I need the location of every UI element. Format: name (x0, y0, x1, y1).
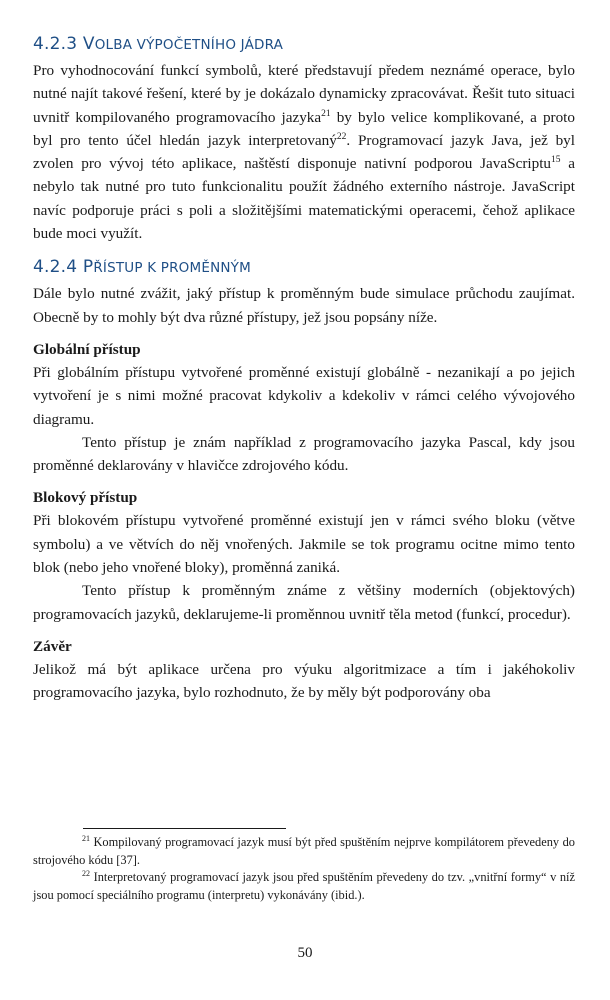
heading-4-2-4 (33, 257, 575, 277)
paragraph-variables-intro: Dále bylo nutné zvážit, jaký přístup k proměnným bude simulace průchodu zaujímat. Obecně by to mohly být dva různé přístupy, jež jsou popsány níže. (33, 285, 575, 326)
section-title-initial: P (82, 257, 94, 278)
footnotes (33, 834, 575, 904)
subheading-conclusion: Závěr (33, 637, 72, 655)
footnote-separator (83, 828, 286, 829)
paragraph-computation-core: Pro vyhodnocování funkcí symbolů, které představují předem neznámé operace, bylo nutné najít takové řešení, které by je dokázalo dynamicky zpracovávat. Řešit tuto situaci uvnitř kompilovaného programovacího jazyka$^{21}$ by bylo velice komplikované, a proto byl pro tento účel hledán jazyk interpretovaný$^{22}$. Programovací jazyk Java, jež byl zvolen pro vývoj této aplikace, naštěstí disponuje nativní podporou JavaScriptu$^{15}$ a nebylo tak nutné pro tuto funkcionalitu použít žádného externího nástroje. JavaScript navíc podporuje práci s poli a složitějšími matematickými operacemi, čehož aplikace bude moci využít. (33, 62, 575, 243)
footnote-21: $^{21}$ Kompilovaný programovací jazyk musí být před spuštěním nejprve kompilátorem převedeny do strojového kódu [37]. (33, 833, 575, 867)
paragraph-global-2: Tento přístup je znám například z programovacího jazyka Pascal, kdy jsou proměnné deklarovány v hlavičce zdrojového kódu. (33, 433, 575, 475)
paragraph-block-1: Při blokovém přístupu vytvořené proměnné existují jen v rámci svého bloku (větve symbolu) a ve větvích do něj vnořených. Jakmile se tok programu ocitne mimo tento blok (nebo jeho vnořené bloky), proměnná zaniká. (33, 512, 575, 577)
footnote-22: $^{22}$ Interpretovaný programovací jazyk jsou před spuštěním převedeny do tzv. „vnitřní formy“ v níž jsou pomocí speciálního programu (interpretu) vykonávány (ibid.). (33, 868, 575, 902)
heading-4-2-3 (33, 34, 575, 54)
page-number: 50 (297, 945, 313, 961)
section-number: 4.2.4 (33, 257, 78, 278)
subheading-block-access: Blokový přístup (33, 489, 138, 507)
paragraph-conclusion: Jelikož má být aplikace určena pro výuku algoritmizace a tím i jakéhokoliv programovacího jazyka, bylo rozhodnuto, že by měly být podporovány oba (33, 660, 575, 702)
footnote-ref-15: 15 (551, 155, 561, 166)
section-number: 4.2.3 (33, 34, 78, 54)
section-title-initial: V (82, 34, 95, 54)
section-title-rest: OLBA VÝPOČETNÍHO JÁDRA (94, 37, 284, 53)
paragraph-global-1: Při globálním přístupu vytvořené proměnné existují globálně - nezanikají a po jejich vytvoření je s nimi možné pracovat kdykoliv a kdekoliv v rámci celého vývojového diagramu. (33, 363, 575, 428)
section-title-rest: ŘÍSTUP K PROMĚNNÝM (93, 260, 251, 277)
paragraph-block-2: Tento přístup k proměnným známe z většiny moderních (objektových) programovacích jazyků, deklarujeme-li proměnnou uvnitř těla metod (funkcí, procedur). (33, 582, 575, 623)
page-body (33, 34, 575, 705)
subheading-global-access: Globální přístup (33, 340, 141, 358)
footnote-ref-22: 22 (336, 131, 347, 142)
footnote-ref-21: 21 (321, 108, 331, 119)
